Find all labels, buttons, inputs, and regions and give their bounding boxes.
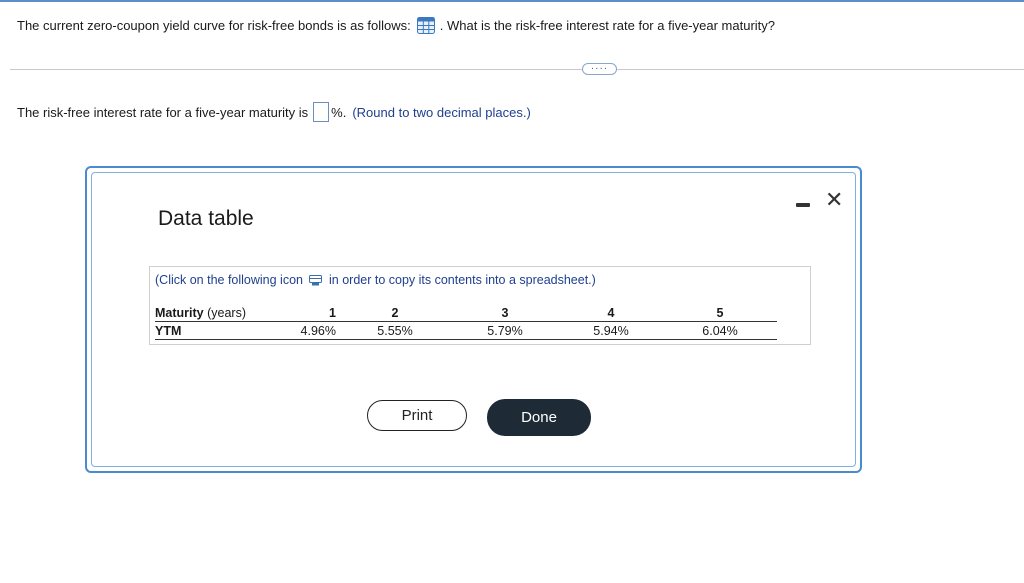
ytm-cell: 5.55% <box>339 322 451 340</box>
modal-inner-frame <box>91 172 856 467</box>
answer-input[interactable] <box>313 102 329 122</box>
ytm-cell: 4.96% <box>270 322 339 340</box>
maturity-cell: 3 <box>451 304 559 322</box>
print-button[interactable]: Print <box>367 400 467 431</box>
data-table-icon[interactable] <box>417 17 435 34</box>
yield-table <box>155 304 777 340</box>
answer-line <box>17 102 531 122</box>
expand-more-button[interactable]: ···· <box>582 63 617 75</box>
minimize-icon[interactable] <box>796 203 810 207</box>
modal-title: Data table <box>158 207 254 230</box>
question-text-after: . What is the risk-free interest rate for a five-year maturity? <box>439 18 776 33</box>
question-text-before: The current zero-coupon yield curve for risk-free bonds is as follows: <box>17 18 411 33</box>
question-text <box>17 17 775 34</box>
copy-text-before: (Click on the following icon <box>155 273 303 287</box>
ytm-label: YTM <box>155 322 270 340</box>
close-icon[interactable]: ✕ <box>825 187 844 212</box>
ytm-cell: 5.79% <box>451 322 559 340</box>
maturity-cell: 5 <box>663 304 777 322</box>
section-divider <box>10 69 1024 70</box>
copy-to-spreadsheet-icon[interactable] <box>309 275 322 286</box>
done-button[interactable]: Done <box>487 399 591 436</box>
rounding-hint: (Round to two decimal places.) <box>352 104 531 120</box>
answer-prompt: The risk-free interest rate for a five-year maturity is <box>17 104 309 120</box>
table-data-row <box>155 322 777 340</box>
maturity-cell: 1 <box>270 304 339 322</box>
data-table-modal <box>85 166 862 473</box>
maturity-cell: 2 <box>339 304 451 322</box>
copy-text-after: in order to copy its contents into a spreadsheet.) <box>329 273 596 287</box>
percent-suffix: %. <box>331 104 347 120</box>
copy-instruction <box>155 273 596 287</box>
data-table-box <box>149 266 811 345</box>
maturity-header: Maturity (years) <box>155 304 270 322</box>
ytm-cell: 6.04% <box>663 322 777 340</box>
maturity-cell: 4 <box>559 304 663 322</box>
top-border <box>0 0 1024 2</box>
ytm-cell: 5.94% <box>559 322 663 340</box>
table-header-row <box>155 304 777 322</box>
